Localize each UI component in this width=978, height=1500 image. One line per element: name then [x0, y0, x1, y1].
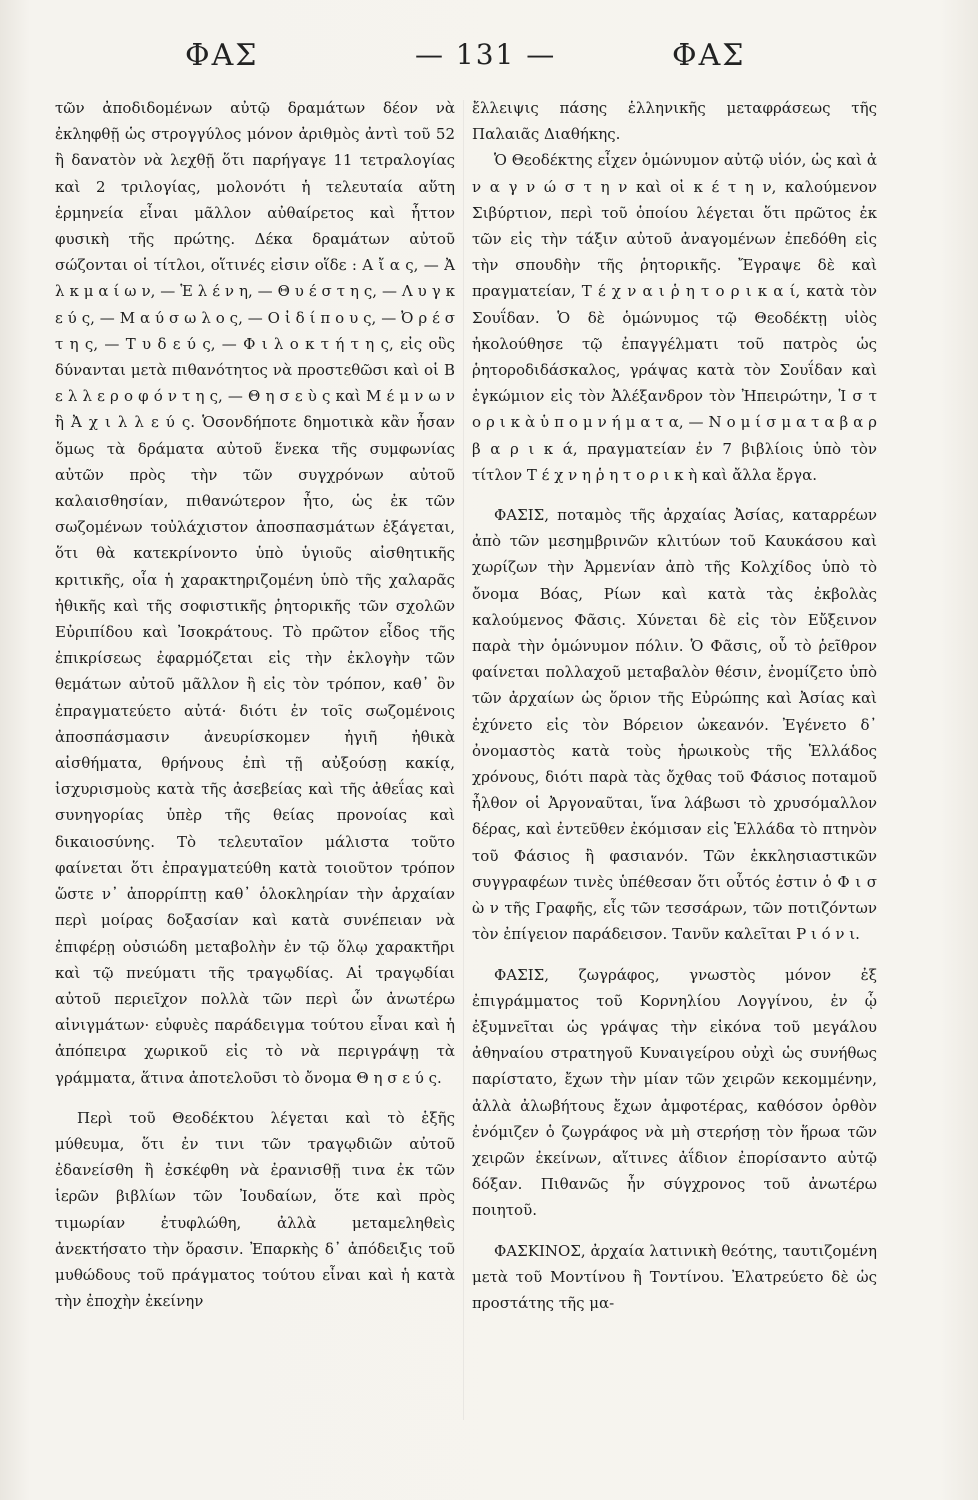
paragraph: ἔλλειψις πάσης ἑλληνικῆς μεταφράσεως τῆς Παλαιᾶς Διαθήκης. — [472, 99, 877, 144]
paragraph: τῶν ἀποδιδομένων αὐτῷ δραμάτων δέον νὰ ἐκληφθῇ ὡς στρογγύλος μόνον ἀριθμὸς ἀντὶ τοῦ 52 ἢ δανατὸν νὰ λεχθῇ ὅτι παρήγαγε 11 τετραλογίας καὶ 2 τριλογίας, μολονότι ἡ τελευταία αὕτη ἑρμηνεία εἶναι μᾶλλον αὐθαίρετος καὶ ἧττον φυσικὴ τῆς πρώτης. Δέκα δραμάτων αὐτοῦ σώζονται οἱ τίτλοι, οἵτινές εἰσιν οἵδε : Α ἴ α ς, — Ἀ λ κ μ α ί ω ν, — Ἑ λ έ ν η, — Θ υ έ σ τ η ς, — Λ υ γ κ ε ύ ς, — Μ α ύ σ ω λ ο ς, — Ο ἰ δ ί π ο υ ς, — Ὀ ρ έ σ τ η ς, — Τ υ δ ε ύ ς, — Φ ι λ ο κ τ ή τ η ς, εἰς οὓς δύνανται μετὰ πιθανότητος νὰ προστεθῶσι καὶ οἱ Β ε λ λ ε ρ ο φ ό ν τ η ς, — Θ η σ ε ὺ ς καὶ Μ έ μ ν ω ν ἢ Ἀ χ ι λ λ ε ύ ς. Ὁσονδήποτε δημοτικὰ κἂν ἦσαν ὅμως τὰ δράματα αὐτοῦ ἕνεκα τῆς συμφωνίας αὐτῶν πρὸς τὴν τῶν συγχρόνων αὐτοῦ καλαισθησίαν, πιθανώτερον ἦτο, ὡς ἐκ τῶν σωζομένων τοὐλάχιστον ἀποσπασμάτων ἐξάγεται, ὅτι θὰ κατεκρίνοντο ὑπὸ ὑγιοῦς αἰσθητικῆς κριτικῆς, οἷα ἡ χαρακτηριζομένη ὑπὸ τῆς χαλαρᾶς ἠθικῆς καὶ τῆς σοφιστικῆς ῥητορικῆς τῶν σχολῶν Εὐριπίδου καὶ Ἰσοκράτους. Τὸ πρῶτον εἶδος τῆς ἐπικρίσεως ἐφαρμόζεται εἰς τὴν ἐκλογὴν τῶν θεμάτων αὐτοῦ μᾶλλον ἢ εἰς τὸν τρόπον, καθ᾽ ὃν ἐπραγματεύετο αὐτά· διότι ἐν τοῖς σωζομένοις ἀποσπάσμασιν ἀνευρίσκομεν ἠγιῆ ἠθικὰ αἰσθήματα, θρήνους ἐπὶ τῇ αὐξούσῃ κακίᾳ, ἰσχυρισμοὺς κατὰ τῆς ἀσεβείας καὶ τῆς ἀθεΐας καὶ συνηγορίας ὑπὲρ τῆς θείας προνοίας καὶ δικαιοσύνης. Τὸ τελευταῖον μάλιστα τοῦτο φαίνεται ὅτι ἐπραγματεύθη κατὰ τοιοῦτον τρόπον ὥστε ν᾽ ἀπορρίπτῃ καθ᾽ ὁλοκληρίαν τὴν ἀρχαίαν περὶ μοίρας δοξασίαν καὶ κατὰ συνέπειαν νὰ ἐπιφέρῃ οὐσιώδη μεταβολὴν ἐν τῷ ὅλῳ χαρακτῆρι καὶ τῷ πνεύματι τῆς τραγῳδίας. Αἱ τραγῳδίαι αὐτοῦ περιεῖχον πολλὰ τῶν περὶ ὧν ἀνωτέρω αἰνιγμάτων· εὐφυὲς παράδειγμα τούτου εἶναι καὶ ἡ ἀπόπειρα χωρικοῦ εἰς τὸ νὰ περιγράψῃ τὰ γράμματα, ἅτινα ἀποτελοῦσι τὸ ὄνομα Θ η σ ε ύ ς. — [55, 99, 455, 1087]
entry-phasis-painter: ΦΑΣΙΣ, ζωγράφος, γνωστὸς μόνον ἐξ ἐπιγράμματος τοῦ Κορνηλίου Λογγίνου, ἐν ᾧ ἐξυμνεῖται ὡς γράψας τὴν εἰκόνα τοῦ μεγάλου ἀθηναίου στρατηγοῦ Κυναιγείρου οὐχὶ ὡς συνήθως παρίστατο, ἔχων τὴν μίαν τῶν χειρῶν κεκομμένην, ἀλλὰ ἀλωβήτους ἔχων ἀμφοτέρας, καθόσον ὀρθὸν ἐνόμιζεν ὁ ζωγράφος νὰ μὴ στερήσῃ τὸν ἥρωα τῶν χειρῶν ἐκείνων, αἵτινες ἀΐδιον ἐπορίσαντο αὐτῷ δόξαν. Πιθανῶς ἦν σύγχρονος τοῦ ἀνωτέρω ποιητοῦ. — [472, 965, 877, 1220]
right-column — [472, 95, 877, 1316]
paragraph: Περὶ τοῦ Θεοδέκτου λέγεται καὶ τὸ ἑξῆς μύθευμα, ὅτι ἐν τινι τῶν τραγῳδιῶν αὐτοῦ ἐδανείσθη ἢ ἐσκέφθη νὰ ἐρανισθῇ τινα ἐκ τῶν ἱερῶν βιβλίων τῶν Ἰουδαίων, ὅτε καὶ πρὸς τιμωρίαν ἐτυφλώθη, ἀλλὰ μεταμεληθεὶς ἀνεκτήσατο τὴν ὅρασιν. Ἐπαρκὴς δ᾽ ἀπόδειξις τοῦ μυθώδους τοῦ πράγματος τούτου εἶναι καὶ ἡ κατὰ τὴν ἐποχὴν ἐκείνην — [55, 1108, 455, 1311]
entry-phaskinos: ΦΑΣΚΙΝΟΣ, ἀρχαία λατινικὴ θεότης, ταυτιζομένη μετὰ τοῦ Μοντίνου ἢ Τοντίνου. Ἐλατρεύετο δὲ ὡς προστάτης τῆς μα- — [472, 1241, 877, 1312]
page-header — [0, 38, 978, 88]
running-head-right: ΦΑΣ — [672, 38, 746, 73]
left-column — [55, 95, 455, 1314]
entry-phasis-river: ΦΑΣΙΣ, ποταμὸς τῆς ἀρχαίας Ἀσίας, καταρρέων ἀπὸ τῶν μεσημβρινῶν κλιτύων τοῦ Καυκάσου καὶ χωρίζων τὴν Ἀρμενίαν ἀπὸ τῆς Κολχίδος ὑπὸ τὸ ὄνομα Βόας, Ρίων καὶ κατὰ τὰς ἐκβολὰς καλούμενος Φᾶσις. Χύνεται δὲ εἰς τὸν Εὔξεινον παρὰ τὴν ὁμώνυμον πόλιν. Ὁ Φᾶσις, οὗ τὸ ῥεῖθρον φαίνεται πολλαχοῦ μεταβαλὸν θέσιν, ἐνομίζετο ὑπὸ τῶν ἀρχαίων ὡς ὅριον τῆς Εὐρώπης καὶ Ἀσίας καὶ ἐχύνετο εἰς τὸν Βόρειον ὠκεανόν. Ἐγένετο δ᾽ ὀνομαστὸς κατὰ τοὺς ἡρωικοὺς τῆς Ἑλλάδος χρόνους, διότι παρὰ τὰς ὄχθας τοῦ Φάσιος ποταμοῦ ἦλθον οἱ Ἀργοναῦται, ἵνα λάβωσι τὸ χρυσόμαλλον δέρας, καὶ ἐντεῦθεν ἐκόμισαν εἰς Ἑλλάδα τὸ πτηνὸν τοῦ Φάσιος ἢ φασιανόν. Τῶν ἐκκλησιαστικῶν συγγραφέων τινὲς ὑπέθεσαν ὅτι οὗτός ἐστιν ὁ Φ ι σ ὼ ν τῆς Γραφῆς, εἷς τῶν τεσσάρων, τῶν ποτιζόντων τὸν ἐπίγειον παράδεισον. Τανῦν καλεῖται Ρ ι ό ν ι. — [472, 506, 877, 944]
paragraph: Ὁ Θεοδέκτης εἶχεν ὁμώνυμον αὐτῷ υἱόν, ὡς καὶ ἀ ν α γ ν ώ σ τ η ν καὶ οἰ κ έ τ η ν, καλούμενον Σιβύρτιον, περὶ τοῦ ὁποίου λέγεται ὅτι πρῶτος ἐκ τῶν εἰς τὴν τάξιν αὐτοῦ ἀναγομένων ἐπεδόθη εἰς τὴν σπουδὴν τῆς ῥητορικῆς. Ἔγραψε δὲ καὶ πραγματείαν, Τ έ χ ν α ι ῥ η τ ο ρ ι κ α ί, κατὰ τὸν Σουΐδαν. Ὁ δὲ ὁμώνυμος τῷ Θεοδέκτῃ υἱὸς ἠκολούθησε τῷ ἐπαγγέλματι τοῦ πατρὸς ὡς ῥητοροδιδάσκαλος, γράψας κατὰ τὸν Σουΐδαν καὶ ἐγκώμιον εἰς τὸν Ἀλέξανδρον τὸν Ἠπειρώτην, Ἱ σ τ ο ρ ι κ ὰ ὑ π ο μ ν ή μ α τ α, — Ν ο μ ί σ μ α τ α β α ρ β α ρ ι κ ά, πραγματείαν ἐν 7 βιβλίοις ὑπὸ τὸν τίτλον Τ έ χ ν η ῥ η τ ο ρ ι κ ὴ καὶ ἄλλα ἔργα. — [472, 151, 877, 484]
page-number: — 131 — — [415, 38, 557, 71]
column-gutter — [463, 100, 464, 1420]
running-head-left: ΦΑΣ — [185, 38, 259, 73]
